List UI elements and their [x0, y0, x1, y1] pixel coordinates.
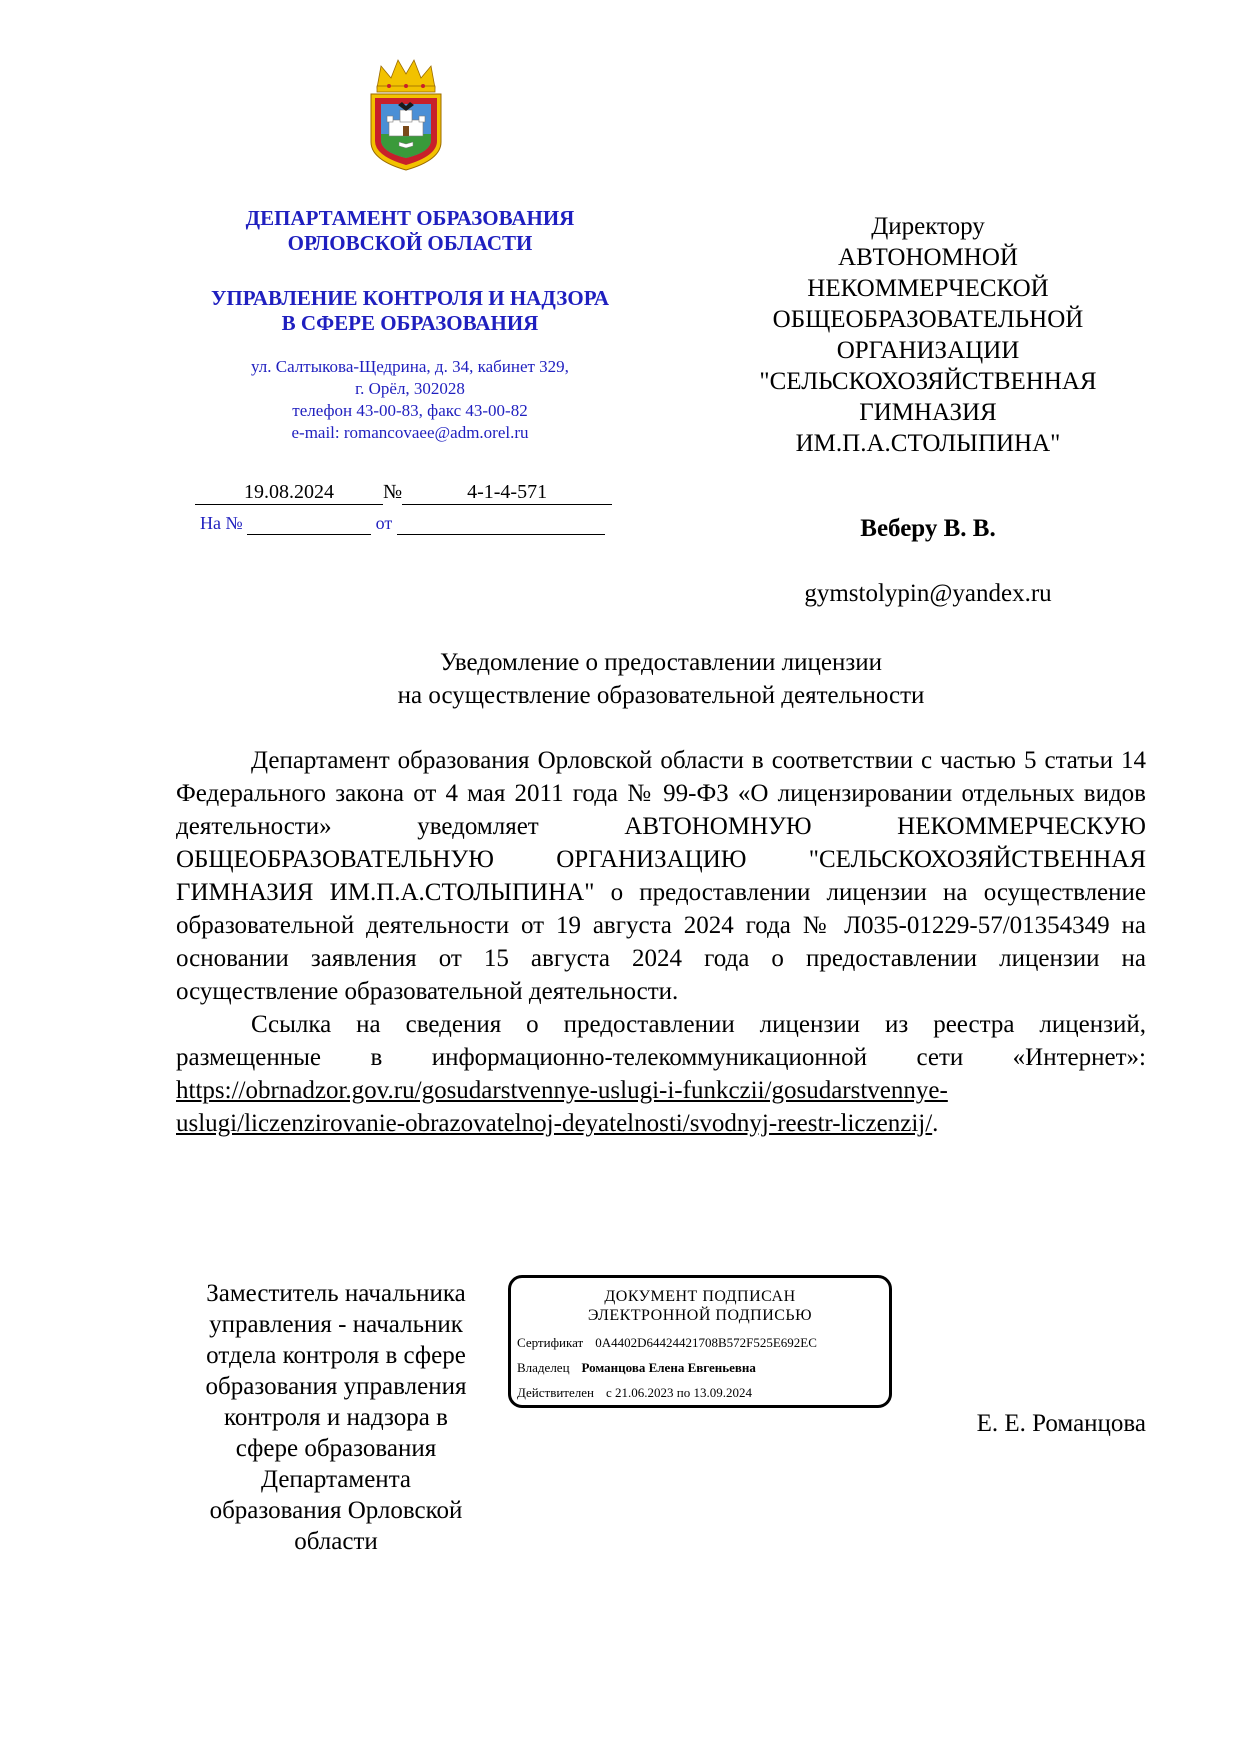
addressee-line: "СЕЛЬСКОХОЗЯЙСТВЕННАЯ: [759, 368, 1097, 395]
body-paragraph: Департамент образования Орловской области в соответствии с частью 5 статьи 14 Федерального закона от 4 мая 2011 года № 99-ФЗ «О лицензировании отдельных видов деятельности» уведомляет АВТОНОМНУЮ НЕКОММЕРЧЕСКУЮ ОБЩЕОБРАЗОВАТЕЛЬНУЮ ОРГАНИЗАЦИЮ "СЕЛЬСКОХОЗЯЙСТВЕННАЯ ГИМНАЗИЯ ИМ.П.А.СТОЛЫПИНА" о предоставлении лицензии на осуществление образовательной деятельности от 19 августа 2024 года № Л035-01229-57/01354349 на основании заявления от 15 августа 2024 года о предоставлении лицензии на осуществление образовательной деятельности.: [176, 747, 1146, 1005]
signer-position-line: контроля и надзора в: [224, 1404, 448, 1431]
stamp-valid-to-label: по: [676, 1385, 691, 1400]
stamp-owner-row: [517, 1360, 756, 1376]
sender-email: e-mail: romancovaee@adm.orel.ru: [291, 423, 529, 442]
stamp-title: [511, 1287, 889, 1325]
addressee-line: НЕКОММЕРЧЕСКОЙ: [807, 275, 1049, 302]
stamp-title-line: ЭЛЕКТРОННОЙ ПОДПИСЬЮ: [587, 1307, 813, 1324]
oryol-coat-of-arms-icon: [365, 56, 447, 174]
signer-position-line: отдела контроля в сфере: [206, 1342, 466, 1369]
sender-department: [150, 206, 670, 256]
stamp-owner-value: Романцова Елена Евгеньевна: [581, 1360, 756, 1375]
addressee-line: АВТОНОМНОЙ: [838, 244, 1018, 271]
sender-contacts: [150, 356, 670, 444]
addressee-email: gymstolypin@yandex.ru: [804, 580, 1052, 607]
addressee-line: ОБЩЕОБРАЗОВАТЕЛЬНОЙ: [772, 306, 1084, 333]
stamp-owner-label: Владелец: [517, 1360, 570, 1375]
sender-division-line: УПРАВЛЕНИЕ КОНТРОЛЯ И НАДЗОРА: [210, 286, 610, 310]
addressee-block: [718, 211, 1138, 459]
signer-position-line: сфере образования: [235, 1435, 437, 1462]
stamp-certificate-label: Сертификат: [517, 1335, 584, 1350]
sender-address-line: г. Орёл, 302028: [355, 379, 465, 398]
registration-number-label: №: [383, 481, 403, 503]
reference-date-label: от: [375, 513, 393, 533]
signer-name: Е. Е. Романцова: [976, 1410, 1146, 1437]
signer-position-line: области: [294, 1528, 378, 1555]
stamp-title-line: ДОКУМЕНТ ПОДПИСАН: [604, 1288, 796, 1305]
body-paragraph: [176, 1008, 1146, 1140]
addressee-line: ГИМНАЗИЯ: [859, 399, 997, 426]
document-subject: [176, 646, 1146, 712]
sender-division-line: В СФЕРЕ ОБРАЗОВАНИЯ: [281, 311, 539, 335]
sender-division: [150, 286, 670, 336]
reference-line: [200, 512, 630, 535]
sender-address-line: ул. Салтыкова-Щедрина, д. 34, кабинет 329,: [251, 357, 569, 376]
signer-position-line: управления - начальник: [209, 1311, 463, 1338]
registry-link[interactable]: https://obrnadzor.gov.ru/gosudarstvennye-uslugi-i-funkczii/gosudarstvennye-: [176, 1077, 948, 1104]
stamp-certificate-value: 0A4402D64424421708B572F525E692EC: [595, 1335, 817, 1350]
electronic-signature-stamp: [508, 1275, 892, 1408]
stamp-validity-row: [517, 1385, 752, 1401]
body-paragraph-text: Ссылка на сведения о предоставлении лицензии из реестра лицензий, размещенные в информационно-телекоммуникационной сети «Интернет»:: [176, 1011, 1146, 1071]
stamp-valid-from-label: с: [605, 1385, 612, 1400]
sender-department-line: ДЕПАРТАМЕНТ ОБРАЗОВАНИЯ: [245, 206, 575, 230]
document-body: [176, 744, 1146, 1140]
signer-position-line: Заместитель начальника: [206, 1280, 466, 1307]
addressee-line: ОРГАНИЗАЦИИ: [836, 337, 1020, 364]
addressee-line: Директору: [871, 213, 985, 240]
sender-phone: телефон 43-00-83, факс 43-00-82: [292, 401, 528, 420]
body-paragraph-end: .: [932, 1110, 939, 1137]
signer-position-line: образования управления: [205, 1373, 467, 1400]
stamp-certificate-row: [517, 1335, 817, 1351]
signer-position-line: образования Орловской: [209, 1497, 463, 1524]
reference-number-label: На №: [200, 513, 243, 533]
addressee-line: ИМ.П.А.СТОЛЫПИНА": [795, 430, 1061, 457]
addressee-name: Веберу В. В.: [860, 515, 996, 542]
registration-date: 19.08.2024: [195, 480, 383, 505]
registry-link[interactable]: uslugi/liczenzirovanie-obrazovatelnoj-deyatelnosti/svodnyj-reestr-liczenzij/: [176, 1110, 933, 1137]
subject-line: Уведомление о предоставлении лицензии: [440, 649, 882, 676]
sender-department-line: ОРЛОВСКОЙ ОБЛАСТИ: [287, 231, 533, 255]
registration-number: 4-1-4-571: [402, 480, 612, 505]
stamp-valid-from: 21.06.2023: [615, 1385, 674, 1400]
subject-line: на осуществление образовательной деятельности: [397, 682, 925, 709]
stamp-valid-to: 13.09.2024: [693, 1385, 752, 1400]
stamp-validity-label: Действителен: [517, 1385, 594, 1400]
signer-position: [176, 1278, 496, 1557]
registration-line: [195, 480, 625, 505]
signer-position-line: Департамента: [260, 1466, 412, 1493]
reference-date-blank: [397, 512, 605, 535]
reference-number-blank: [247, 512, 371, 535]
